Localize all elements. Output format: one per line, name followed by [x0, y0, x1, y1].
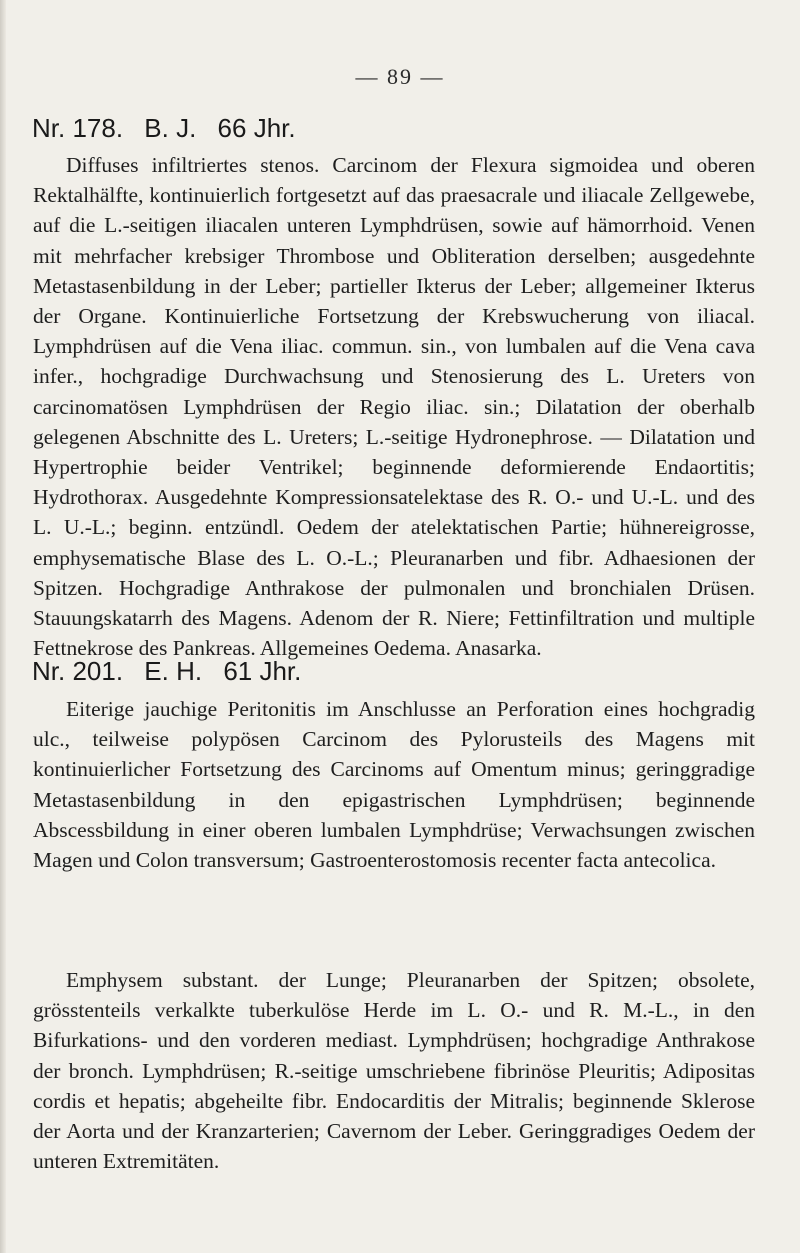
case-initials: E. H.	[144, 656, 203, 686]
case-initials: B. J.	[144, 113, 197, 143]
case-201-findings-abdomen: Eiterige jauchige Peritonitis im Anschlusse an Perforation eines hochgradig ulc., teilweise polypösen Carcinom des Pylorusteils des Magens mit kontinuierlicher Fortsetzung des Carcinoms auf Omentum minus; geringgradige Metastasenbildung in den epigastrischen Lymphdrüsen; beginnende Abscessbildung in einer oberen lumbalen Lymphdrüse; Verwachsungen zwischen Magen und Colon transversum; Gastroenterostomosis recenter facta antecolica.	[33, 697, 755, 873]
case-age: 61 Jhr.	[223, 656, 302, 686]
case-number: Nr. 178.	[32, 113, 124, 143]
case-header-201	[32, 656, 301, 687]
case-age: 66 Jhr.	[217, 113, 296, 143]
case-header-178	[32, 113, 296, 144]
page-edge-shadow	[0, 0, 6, 1253]
case-number: Nr. 201.	[32, 656, 124, 686]
case-201-findings-thorax: Emphysem substant. der Lunge; Pleuranarben der Spitzen; obsolete, grösstenteils verkalkte tuberkulöse Herde im L. O.- und R. M.-L., in den Bifurkations- und den vorderen mediast. Lymphdrüsen; hochgradige Anthrakose der bronch. Lymphdrüsen; R.-seitige umschriebene fibrinöse Pleuritis; Adipositas cordis et hepatis; abgeheilte fibr. Endocarditis der Mitralis; beginnende Sklerose der Aorta und der Kranzarterien; Cavernom der Leber. Geringgradiges Oedem der unteren Extremitäten.	[33, 968, 755, 1174]
case-178-findings: Diffuses infiltriertes stenos. Carcinom der Flexura sigmoidea und oberen Rektalhälfte, kontinuierlich fortgesetzt auf das praesacrale und iliacale Zellgewebe, auf die L.-seitigen iliacalen unteren Lymphdrüsen, sowie auf hämorrhoid. Venen mit mehrfacher krebsiger Thrombose und Obliteration derselben; ausgedehnte Metastasenbildung in der Leber; partieller Ikterus der Leber; allgemeiner Ikterus der Organe. Kontinuierliche Fortsetzung der Krebswucherung von iliacal. Lymphdrüsen auf die Vena iliac. commun. sin., von lumbalen auf die Vena cava infer., hochgradige Durchwachsung und Stenosierung des L. Ureters von carcinomatösen Lymphdrüsen der Regio iliac. sin.; Dilatation der oberhalb gelegenen Abschnitte des L. Ureters; L.-seitige Hydronephrose. — Dilatation und Hypertrophie beider Ventrikel; beginnende deformierende Endaortitis; Hydrothorax. Ausgedehnte Kompressionsatelektase des R. O.- und U.-L. und des L. U.-L.; beginn. entzündl. Oedem der atelektatischen Partie; hühnereigrosse, emphysematische Blase des L. O.-L.; Pleuranarben und fibr. Adhaesionen der Spitzen. Hochgradige Anthrakose der pulmonalen und bronchialen Drüsen. Stauungskatarrh des Magens. Adenom der R. Niere; Fettinfiltration und multiple Fettnekrose des Pankreas. Allgemeines Oedema. Anasarka.	[33, 153, 755, 661]
page-number: — 89 —	[355, 64, 445, 89]
